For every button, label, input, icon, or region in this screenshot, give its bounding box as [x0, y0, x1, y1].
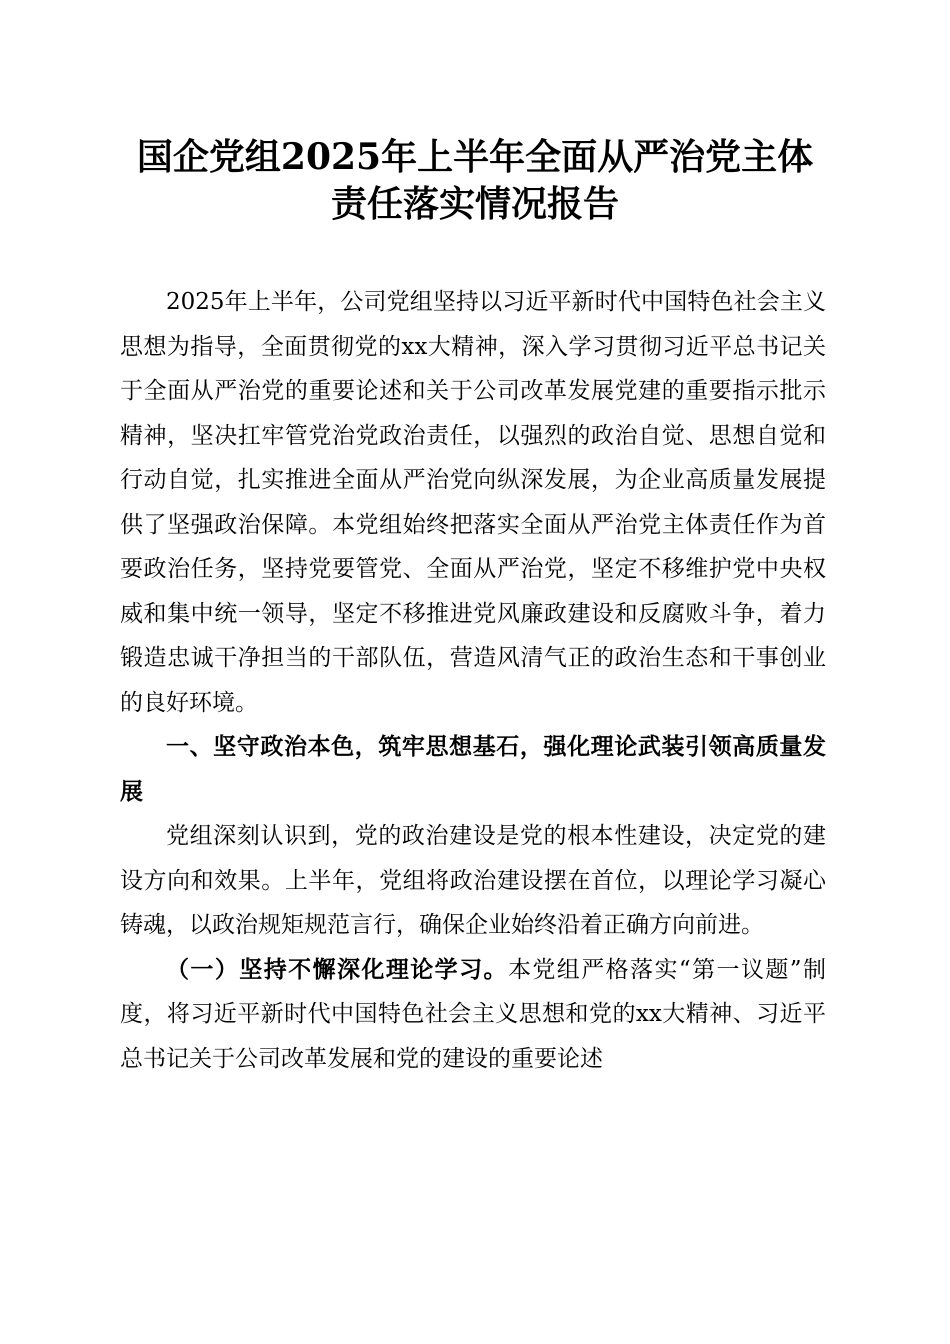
section-heading-1: 一、坚守政治本色，筑牢思想基石，强化理论武装引领高质量发展: [120, 734, 826, 805]
subsection-1-paragraph: [120, 948, 826, 1082]
intro-paragraph: 2025年上半年，公司党组坚持以习近平新时代中国特色社会主义思想为指导，全面贯彻党的xx大精神，深入学习贯彻习近平总书记关于全面从严治党的重要论述和关于公司改革发展党建的重要指示批示精神，坚决扛牢管党治党政治责任，以强烈的政治自觉、思想自觉和行动自觉，扎实推进全面从严治党向纵深发展，为企业高质量发展提供了坚强政治保障。本党组始终把落实全面从严治党主体责任作为首要政治任务，坚持党要管党、全面从严治党，坚定不移维护党中央权威和集中统一领导，坚定不移推进党风廉政建设和反腐败斗争，着力锻造忠诚干净担当的干部队伍，营造风清气正的政治生态和干事创业的良好环境。: [120, 289, 826, 716]
subsection-1-text: 本党组严格落实“第一议题”制度，将习近平新时代中国特色社会主义思想和党的xx大精神、习近平总书记关于公司改革发展和党的建设的重要论述: [120, 956, 826, 1072]
document-title: 国企党组2025年上半年全面从严治党主体责任落实情况报告: [136, 136, 814, 225]
section-1-paragraph: 党组深刻认识到，党的政治建设是党的根本性建设，决定党的建设方向和效果。上半年，党组将政治建设摆在首位，以理论学习凝心铸魂，以政治规矩规范言行，确保企业始终沿着正确方向前进。: [120, 823, 826, 938]
subsection-1-lead: （一）坚持不懈深化理论学习。: [166, 956, 508, 983]
document-body: [120, 280, 826, 1081]
